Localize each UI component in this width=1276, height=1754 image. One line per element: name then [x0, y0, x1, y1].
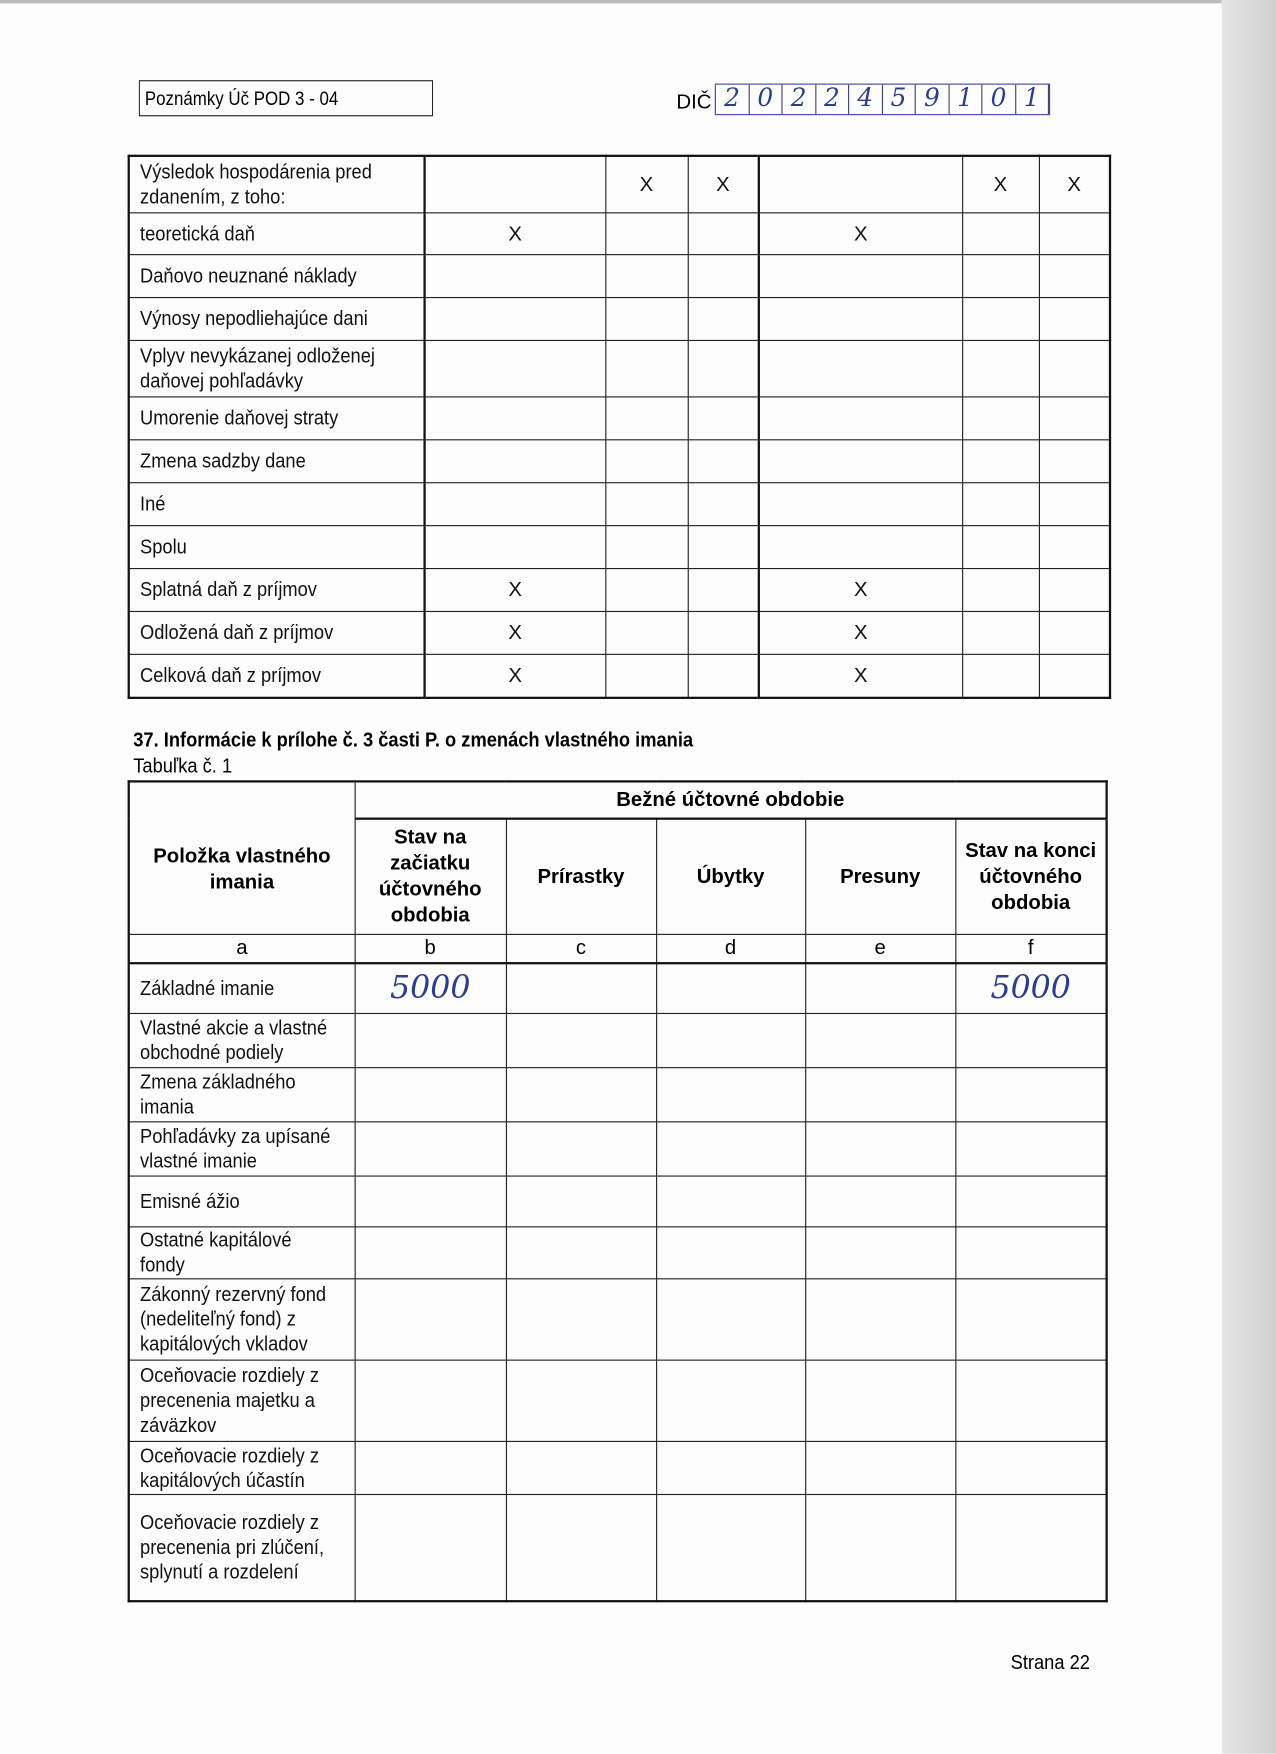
row-label [129, 963, 355, 1013]
column-header: Úbytky [656, 819, 805, 934]
column-header: Presuny [805, 819, 955, 934]
row-label-text: Spolu [140, 535, 187, 558]
table-cell [962, 340, 1039, 396]
table-row [129, 525, 1110, 568]
table-cell [759, 254, 962, 297]
table-cell [688, 611, 759, 654]
row-label-text: Pohľadávky za upísané vlastné imanie [140, 1124, 331, 1173]
scan-margin [1222, 0, 1276, 1754]
table-row [129, 439, 1110, 482]
table-cell [425, 297, 606, 340]
table-cell [955, 1175, 1106, 1226]
period-header: Bežné účtovné obdobie [355, 781, 1107, 818]
table-row [129, 1441, 1107, 1494]
table-cell [355, 1494, 506, 1601]
row-label-text: Základné imanie [140, 977, 275, 1000]
table-cell [962, 654, 1039, 698]
dic-field [715, 84, 1050, 116]
table-cell [805, 1067, 955, 1121]
table-cell [605, 396, 687, 439]
table-cell [425, 156, 606, 212]
row-label-text: Výsledok hospodárenia pred zdanením, z toho: [140, 160, 372, 209]
row-label-text: Odložená daň z príjmov [140, 621, 334, 644]
row-label [129, 1175, 355, 1226]
table-cell [955, 1013, 1106, 1067]
table-row [129, 482, 1110, 525]
column-header: Prírastky [506, 819, 656, 934]
table-cell [506, 1278, 656, 1359]
row-label [129, 156, 425, 212]
table-cell [805, 1494, 955, 1601]
item-header-text: Položka vlastného imania [153, 844, 331, 893]
table-row [129, 396, 1110, 439]
dic-digit: 2 [783, 85, 816, 114]
table-cell: X [605, 156, 687, 212]
table-row [129, 1121, 1107, 1175]
table-cell [656, 1278, 805, 1359]
table-cell [355, 1441, 506, 1494]
table-cell [355, 1013, 506, 1067]
table-cell [605, 611, 687, 654]
table-cell [688, 525, 759, 568]
table-cell: X [962, 156, 1039, 212]
table-cell [506, 1013, 656, 1067]
row-label [129, 1013, 355, 1067]
row-label-text: Emisné ážio [140, 1189, 240, 1213]
table-cell: X [1039, 156, 1110, 212]
column-letter: e [805, 934, 955, 963]
table-cell [656, 1175, 805, 1226]
table-cell [962, 568, 1039, 611]
table-label: Tabuľka č. 1 [133, 754, 233, 777]
table-cell [355, 1175, 506, 1226]
tax-reconciliation-table [128, 155, 1112, 699]
row-label [129, 1441, 355, 1494]
row-label-text: Oceňovacie rozdiely z kapitálových účastín [140, 1443, 319, 1492]
section-title: 37. Informácie k prílohe č. 3 časti P. o zmenách vlastného imania [133, 728, 694, 751]
table-cell [962, 396, 1039, 439]
row-label [129, 1121, 355, 1175]
table-row [129, 568, 1110, 611]
table-cell [955, 1278, 1106, 1359]
table-cell [955, 1067, 1106, 1121]
table-cell [425, 254, 606, 297]
dic-digit: 1 [949, 85, 982, 114]
table-cell [805, 1121, 955, 1175]
row-label-text: Iné [140, 492, 166, 515]
dic-digit: 0 [982, 85, 1015, 114]
row-label [129, 1494, 355, 1601]
table-cell [805, 1175, 955, 1226]
table-cell [759, 525, 962, 568]
table-cell [1039, 439, 1110, 482]
table-cell [425, 439, 606, 482]
table-cell [688, 297, 759, 340]
table-cell [656, 1121, 805, 1175]
row-label [129, 340, 425, 396]
row-label [129, 482, 425, 525]
table-cell [656, 963, 805, 1013]
table-row [129, 297, 1110, 340]
row-label-text: Zmena základného imania [140, 1070, 296, 1118]
table-cell [605, 340, 687, 396]
table-row [129, 254, 1110, 297]
table-cell [962, 525, 1039, 568]
row-label [129, 654, 425, 698]
table-cell [688, 482, 759, 525]
row-label-text: Vlastné akcie a vlastné obchodné podiely [140, 1016, 328, 1064]
table-row [129, 654, 1110, 698]
table-cell [656, 1360, 805, 1441]
table-cell [962, 212, 1039, 254]
table-row [129, 340, 1110, 396]
column-letter: b [355, 934, 506, 963]
table-cell: X [759, 611, 962, 654]
table-cell [805, 963, 955, 1013]
row-label [129, 1360, 355, 1441]
table-cell [955, 1121, 1106, 1175]
row-label-text: Ostatné kapitálové fondy [140, 1228, 292, 1276]
table-cell [1039, 525, 1110, 568]
table-cell [805, 1013, 955, 1067]
item-header [129, 781, 355, 933]
table-cell [656, 1067, 805, 1121]
table-cell [955, 1441, 1106, 1494]
table-cell [656, 1226, 805, 1278]
table-cell [605, 654, 687, 698]
row-label-text: Splatná daň z príjmov [140, 578, 317, 601]
column-letter: a [129, 934, 355, 963]
row-label [129, 1226, 355, 1278]
table-cell [1039, 212, 1110, 254]
table-cell [805, 1360, 955, 1441]
row-label [129, 297, 425, 340]
table-cell [962, 439, 1039, 482]
table-row [129, 611, 1110, 654]
table-row [129, 1278, 1107, 1359]
table-cell [1039, 568, 1110, 611]
table-cell [506, 1121, 656, 1175]
row-label [129, 396, 425, 439]
row-label [129, 568, 425, 611]
row-label [129, 212, 425, 254]
table-cell [688, 212, 759, 254]
table-cell [506, 1226, 656, 1278]
dic-digit: 0 [749, 85, 782, 114]
row-label-text: Oceňovacie rozdiely z precenenia pri zlúčení, splynutí a rozdelení [140, 1511, 325, 1584]
table-cell [605, 525, 687, 568]
table-cell [1039, 340, 1110, 396]
table-cell [355, 1360, 506, 1441]
table-cell [506, 1494, 656, 1601]
table-cell [759, 156, 962, 212]
table-cell [605, 482, 687, 525]
table-cell [688, 654, 759, 698]
table-cell [962, 611, 1039, 654]
table-cell [506, 1175, 656, 1226]
table-cell [1039, 482, 1110, 525]
table-cell [425, 340, 606, 396]
table-cell [355, 1121, 506, 1175]
table-cell: X [425, 611, 606, 654]
table-row [129, 1494, 1107, 1601]
table-cell [605, 568, 687, 611]
table-row [129, 156, 1110, 212]
table-cell [805, 1441, 955, 1494]
table-row [129, 1226, 1107, 1278]
page-number: Strana 22 [1010, 1650, 1090, 1674]
row-label [129, 439, 425, 482]
dic-digit: 9 [916, 85, 949, 114]
dic-label: DIČ [676, 90, 712, 113]
row-label-text: Zmena sadzby dane [140, 449, 306, 473]
table-cell [355, 1278, 506, 1359]
table-cell [1039, 611, 1110, 654]
table-cell [1039, 254, 1110, 297]
table-cell [1039, 297, 1110, 340]
dic-digit: 5 [882, 85, 915, 114]
table-cell [805, 1278, 955, 1359]
table-cell [605, 439, 687, 482]
table-cell: X [425, 654, 606, 698]
row-label-text: teoretická daň [140, 221, 255, 245]
table-cell [759, 297, 962, 340]
table-cell [506, 1067, 656, 1121]
table-cell: 5000 [355, 963, 506, 1013]
table-cell [425, 525, 606, 568]
row-label-text: Celková daň z príjmov [140, 664, 321, 687]
table-cell [355, 1067, 506, 1121]
table-cell [355, 1226, 506, 1278]
row-label-text: Výnosy nepodliehajúce dani [140, 307, 368, 330]
table-cell [962, 254, 1039, 297]
table-cell [688, 568, 759, 611]
table-cell [425, 482, 606, 525]
table-row [129, 212, 1110, 254]
table-cell: X [425, 568, 606, 611]
row-label-text: Umorenie daňovej straty [140, 406, 339, 430]
equity-changes-table [128, 780, 1108, 1602]
table-row [129, 1013, 1107, 1067]
table-cell [688, 254, 759, 297]
row-label [129, 611, 425, 654]
table-row [129, 963, 1107, 1013]
table-cell [759, 482, 962, 525]
form-label: Poznámky Úč POD 3 - 04 [144, 88, 339, 110]
column-header: Stav na začiatku účtovného obdobia [355, 819, 506, 934]
column-header: Stav na konci účtovného obdobia [955, 819, 1106, 934]
table-cell [506, 963, 656, 1013]
table-cell [962, 482, 1039, 525]
dic-digit: 2 [716, 85, 749, 114]
table-cell [425, 396, 606, 439]
table-cell [605, 254, 687, 297]
dic-digit: 1 [1016, 85, 1049, 114]
table-cell [955, 1226, 1106, 1278]
table-cell [688, 439, 759, 482]
table-row [129, 1067, 1107, 1121]
table-cell [656, 1013, 805, 1067]
dic-digit: 4 [849, 85, 882, 114]
table-cell [506, 1360, 656, 1441]
table-cell [962, 297, 1039, 340]
table-cell: 5000 [955, 963, 1106, 1013]
table-cell [759, 396, 962, 439]
table-cell: X [759, 654, 962, 698]
table-cell [605, 212, 687, 254]
table-cell [1039, 654, 1110, 698]
table-cell [759, 340, 962, 396]
table-cell [955, 1494, 1106, 1601]
table-cell: X [759, 568, 962, 611]
column-letter: d [656, 934, 805, 963]
dic-digit: 2 [816, 85, 849, 114]
scan-edge [0, 0, 1222, 3]
table-cell [805, 1226, 955, 1278]
table-cell: X [759, 212, 962, 254]
table-cell: X [425, 212, 606, 254]
row-label [129, 1278, 355, 1359]
table-cell [506, 1441, 656, 1494]
row-label [129, 525, 425, 568]
row-label-text: Zákonný rezervný fond (nedeliteľný fond) z kapitálových vkladov [140, 1282, 327, 1356]
row-label-text: Oceňovacie rozdiely z precenenia majetku a záväzkov [140, 1364, 319, 1437]
table-cell [605, 297, 687, 340]
row-label-text: Vplyv nevykázanej odloženej daňovej pohľadávky [140, 344, 375, 392]
row-label-text: Daňovo neuznané náklady [140, 264, 357, 287]
table-row [129, 1360, 1107, 1441]
table-cell [955, 1360, 1106, 1441]
table-cell [688, 396, 759, 439]
row-label [129, 254, 425, 297]
table-row [129, 1175, 1107, 1226]
table-cell [688, 340, 759, 396]
row-label [129, 1067, 355, 1121]
table-cell [1039, 396, 1110, 439]
table-cell [759, 439, 962, 482]
form-label-box [139, 80, 433, 116]
table-cell [656, 1441, 805, 1494]
column-letter: f [955, 934, 1106, 963]
table-cell [656, 1494, 805, 1601]
table-cell: X [688, 156, 759, 212]
column-letter: c [506, 934, 656, 963]
